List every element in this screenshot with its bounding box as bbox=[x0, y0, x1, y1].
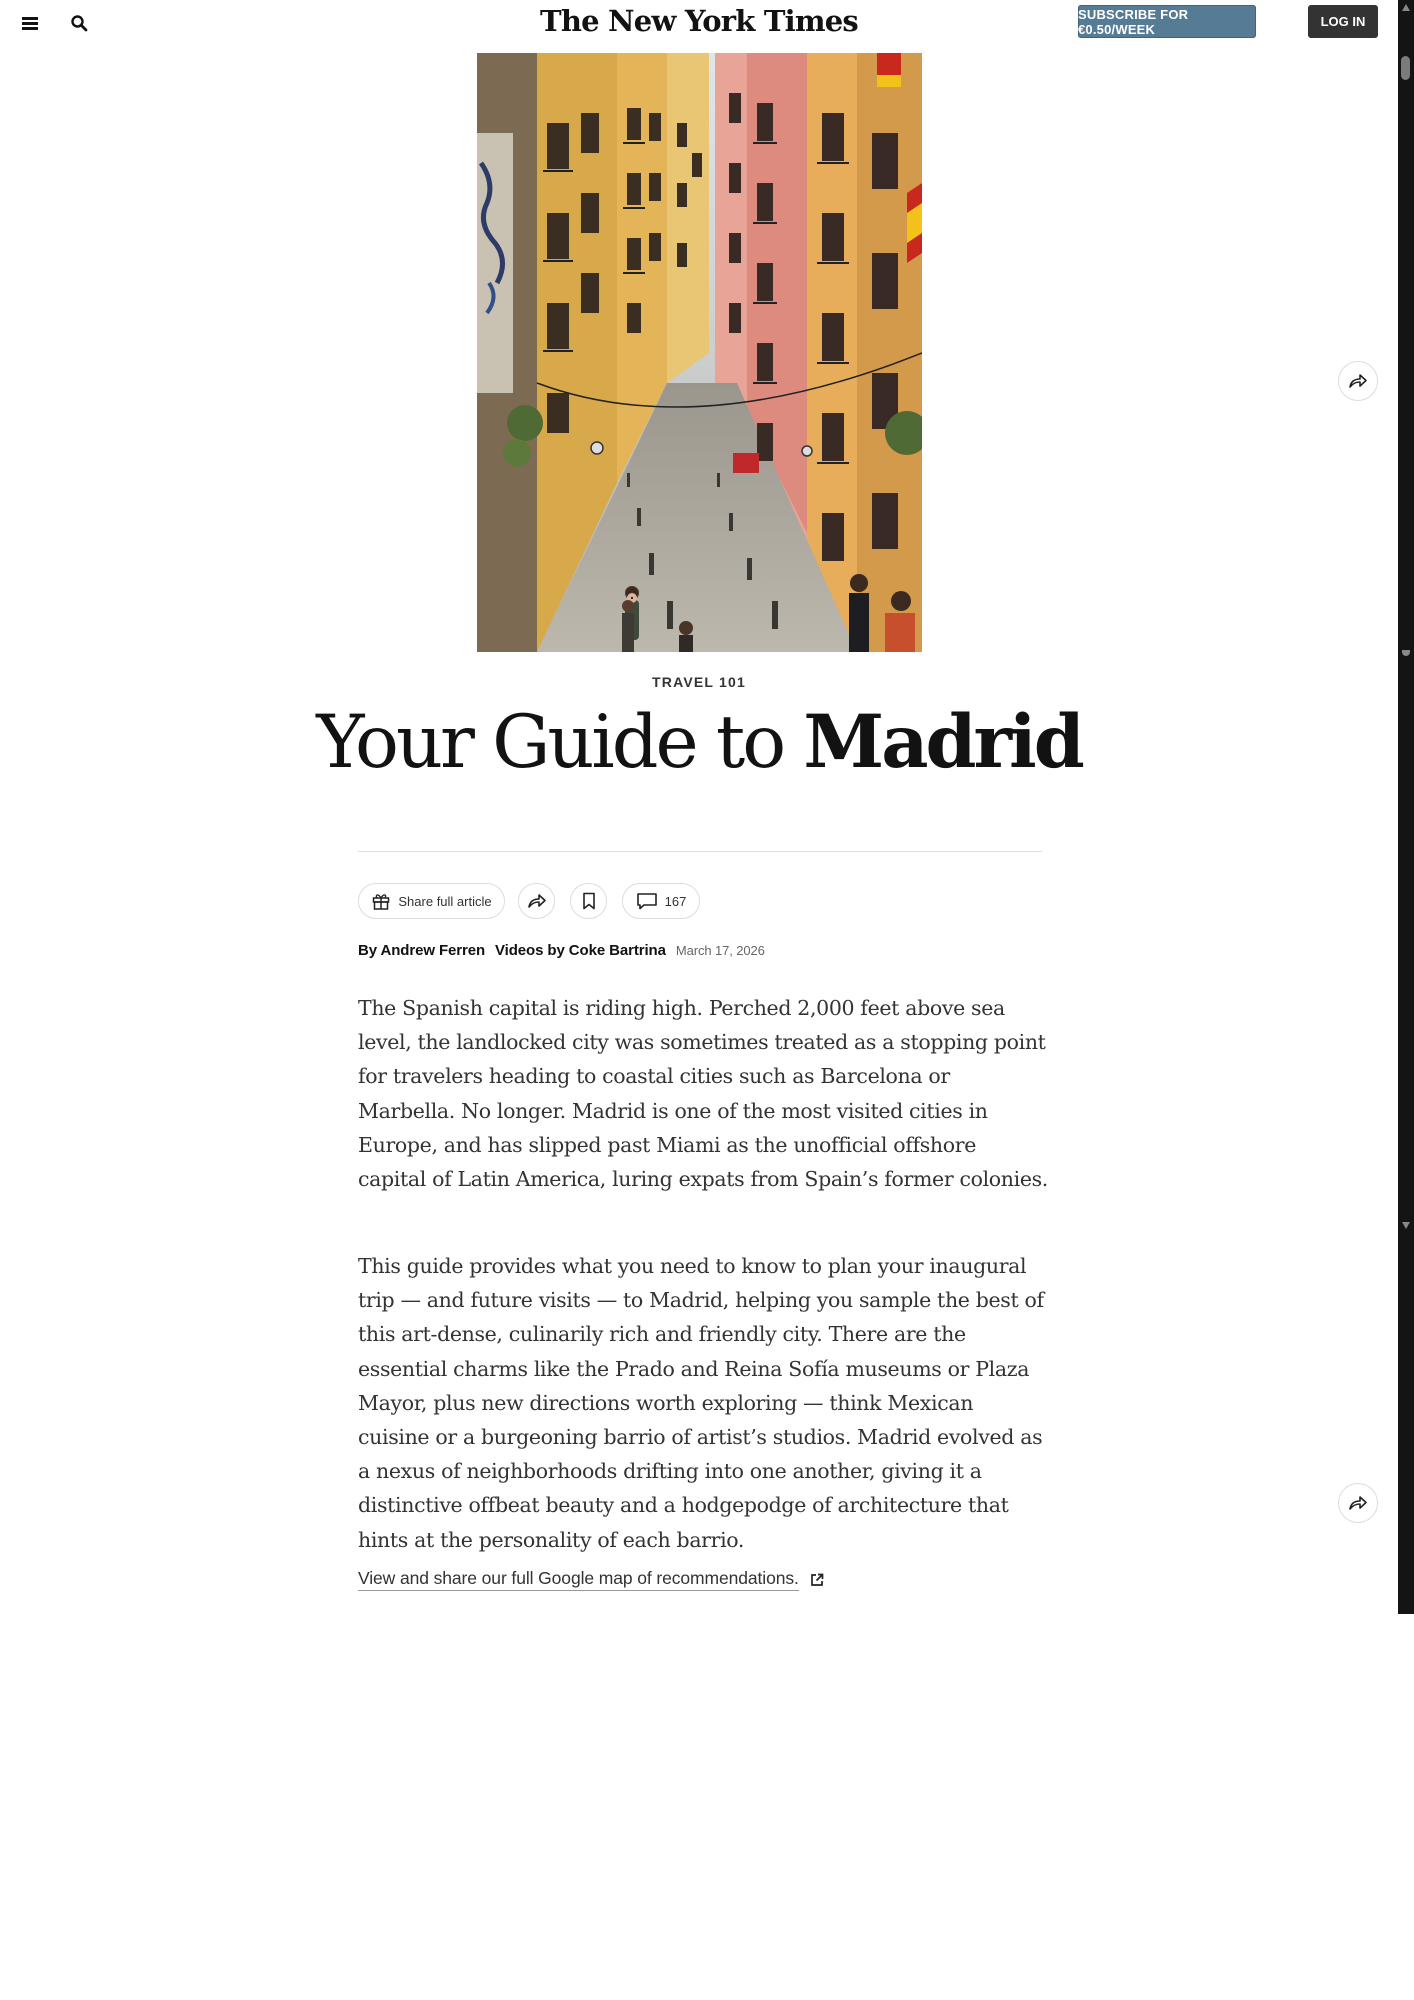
scrollbar-thumb[interactable] bbox=[1401, 56, 1410, 80]
comments-button[interactable] bbox=[622, 883, 700, 919]
share-arrow-icon bbox=[527, 893, 547, 909]
google-map-link-text[interactable]: View and share our full Google map of recommendations. bbox=[358, 1568, 799, 1591]
scrollbar[interactable] bbox=[1398, 0, 1414, 1614]
external-link-icon bbox=[809, 1572, 825, 1588]
google-map-link[interactable] bbox=[358, 1568, 825, 1591]
byline bbox=[358, 942, 765, 959]
floating-share-button[interactable] bbox=[1338, 361, 1378, 401]
share-full-article-button[interactable] bbox=[358, 883, 505, 919]
share-button[interactable] bbox=[518, 883, 555, 919]
subscribe-button[interactable]: SUBSCRIBE FOR €0.50/WEEK bbox=[1078, 5, 1256, 38]
bookmark-icon bbox=[582, 892, 596, 910]
publish-date: March 17, 2026 bbox=[675, 943, 765, 958]
share-full-article-label: Share full article bbox=[398, 893, 492, 909]
share-arrow-icon bbox=[1348, 1495, 1368, 1511]
headline-light: Your Guide to bbox=[316, 700, 804, 785]
article-paragraph-1: The Spanish capital is riding high. Perched 2,000 feet above sea level, the landlocked city was sometimes treated as a stopping point for travelers heading to coastal cities such as Barcelona or Marbella. No longer. Madrid is one of the most visited cities in Europe, and has slipped past Miami as the unofficial offshore capital of Latin America, luring expats from Spain’s former colonies. bbox=[358, 996, 1048, 1192]
headline-divider bbox=[358, 851, 1042, 852]
scroll-down-arrow[interactable] bbox=[1402, 1222, 1410, 1229]
share-arrow-icon bbox=[1348, 373, 1368, 389]
author-name[interactable]: By Andrew Ferren bbox=[358, 942, 486, 959]
article-headline bbox=[0, 697, 1398, 788]
section-kicker[interactable]: TRAVEL 101 bbox=[652, 674, 746, 690]
scroll-up-arrow[interactable] bbox=[1402, 4, 1410, 11]
floating-share-button-lower[interactable] bbox=[1338, 1483, 1378, 1523]
hero-image bbox=[477, 53, 922, 652]
gift-icon bbox=[371, 891, 391, 911]
login-button[interactable]: LOG IN bbox=[1308, 5, 1378, 38]
site-logo[interactable]: The New York Times bbox=[540, 4, 858, 38]
article-paragraph-2: This guide provides what you need to know to plan your inaugural trip — and future visits — to Madrid, helping you sample the best of this art-dense, culinarily rich and friendly city. There are the essential charms like the Prado and Reina Sofía museums or Plaza Mayor, plus new directions worth exploring — think Mexican cuisine or a burgeoning barrio of artist’s studios. Madrid evolved as a nexus of neighborhoods drifting into one another, giving it a distinctive offbeat beauty and a hodgepodge of architecture that hints at the personality of each barrio. bbox=[358, 1254, 1044, 1552]
save-button[interactable] bbox=[570, 883, 607, 919]
video-credit[interactable]: Videos by Coke Bartrina bbox=[495, 942, 666, 959]
scroll-marker bbox=[1402, 650, 1410, 656]
comment-icon bbox=[636, 892, 658, 910]
headline-bold: Madrid bbox=[803, 699, 1082, 785]
comment-count: 167 bbox=[664, 893, 687, 909]
